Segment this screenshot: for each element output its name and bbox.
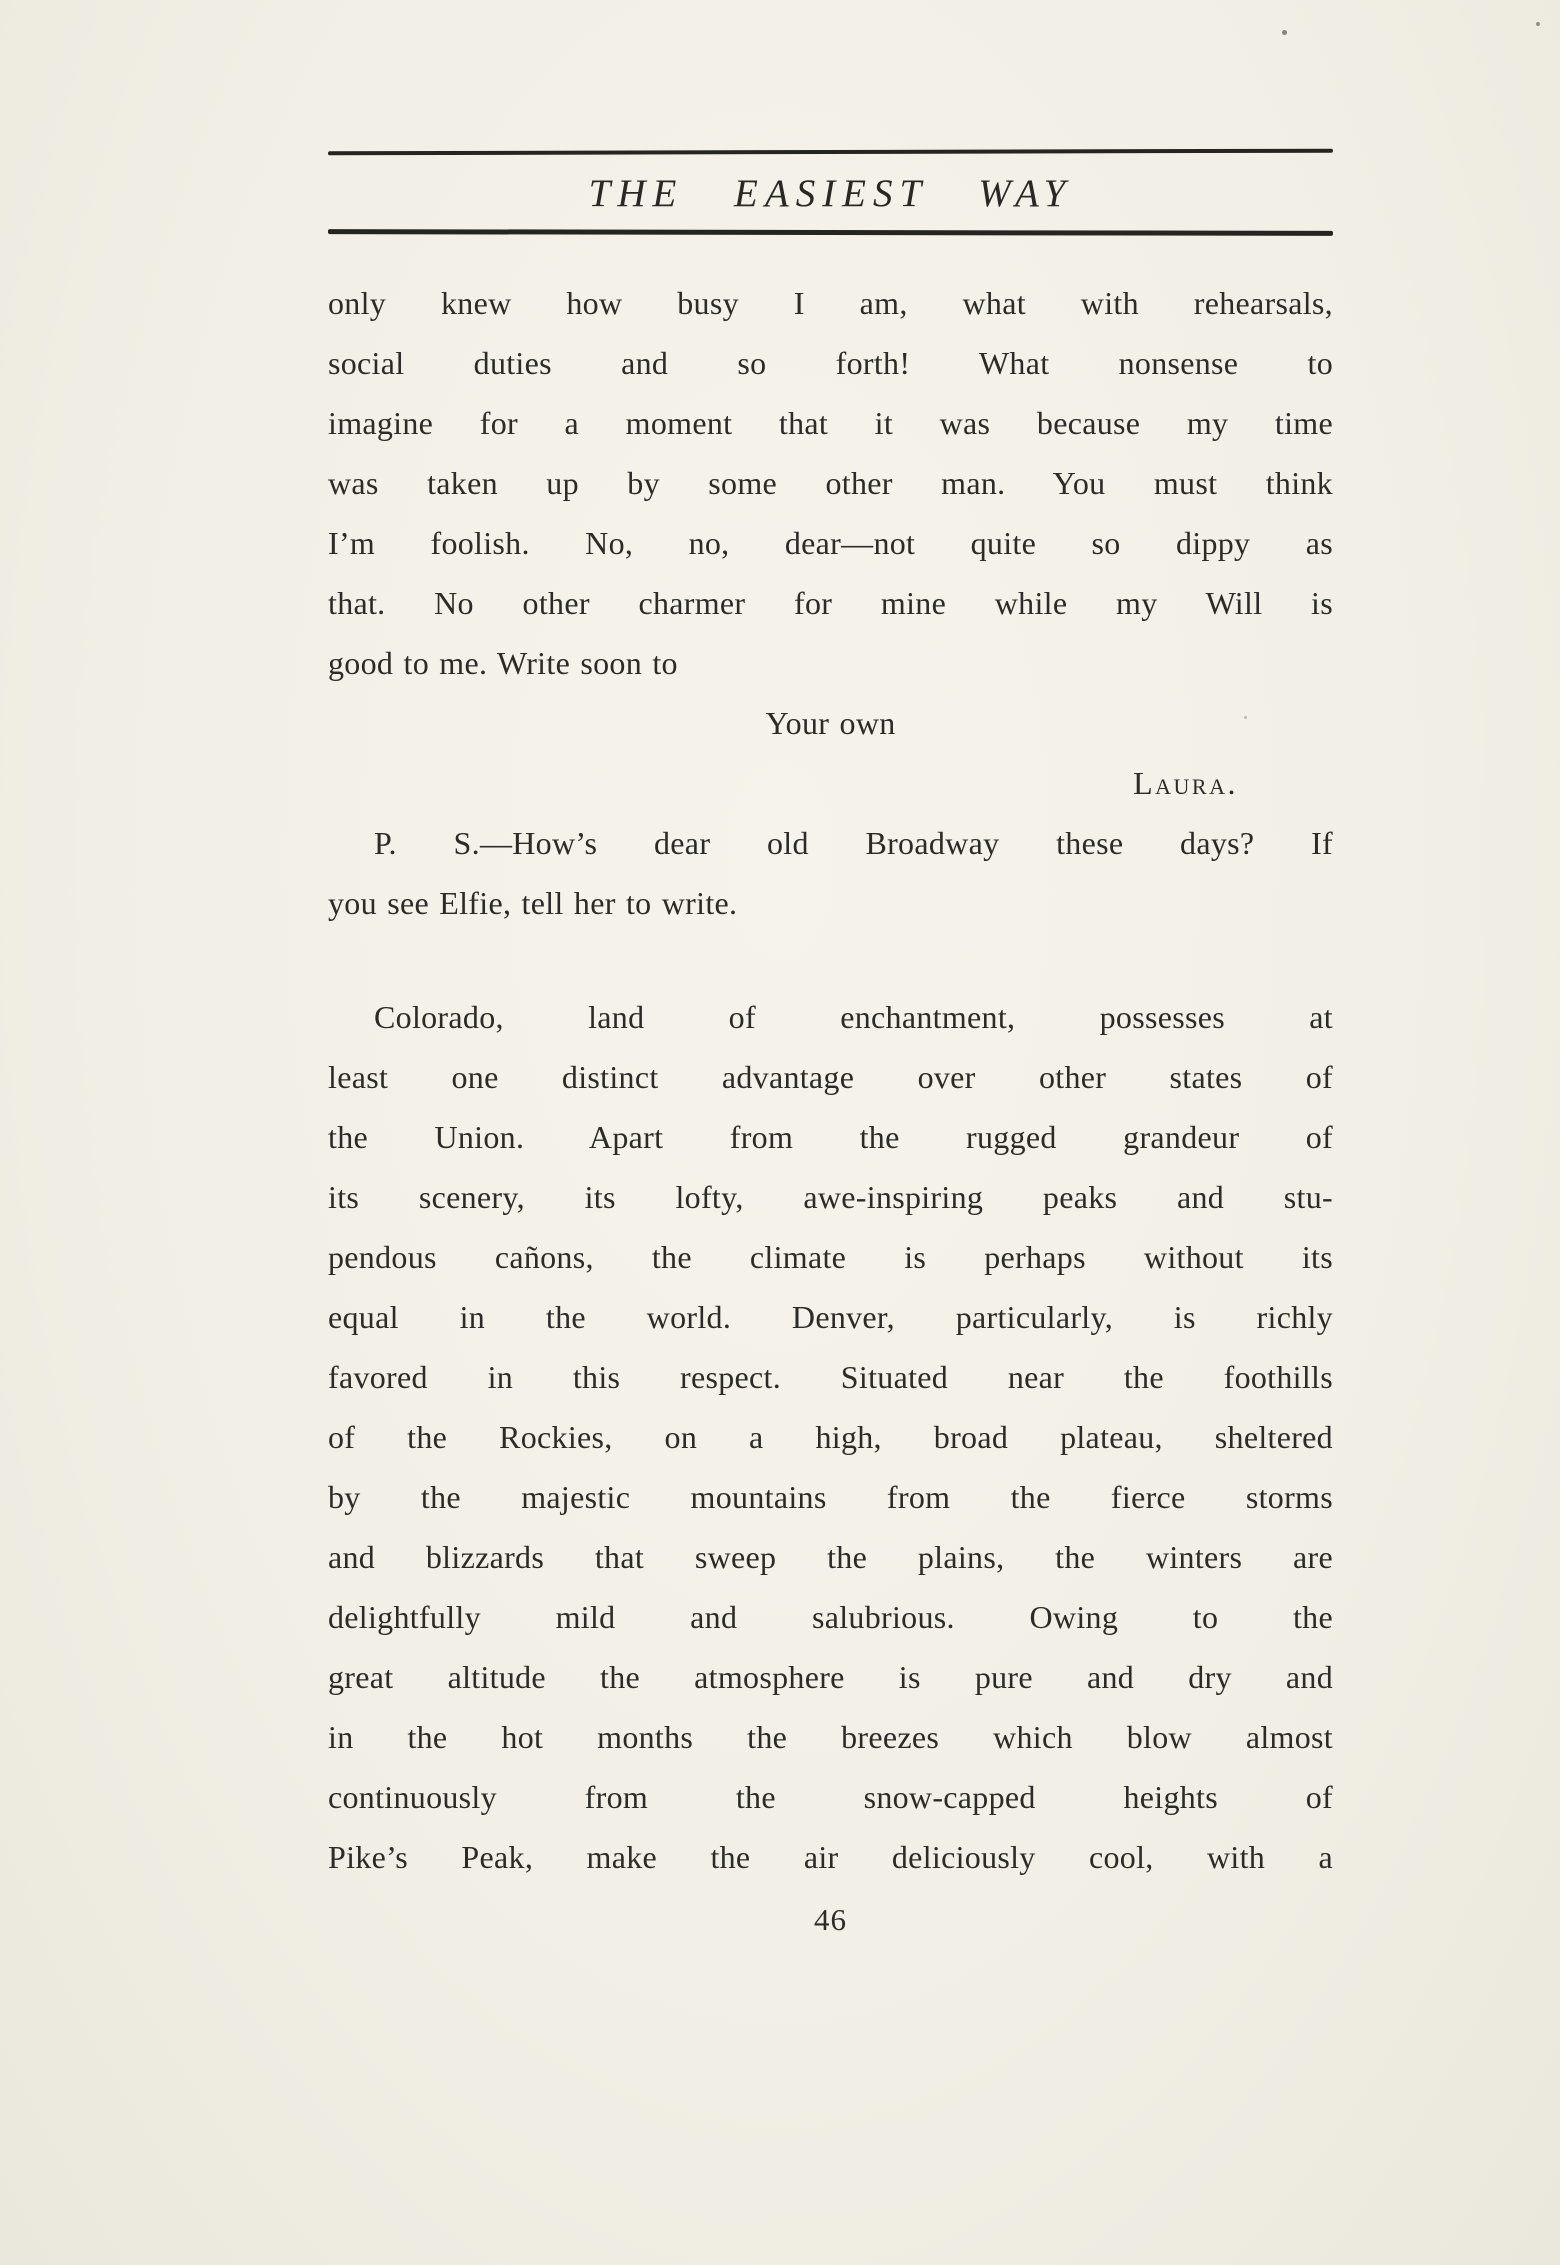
scan-artifact — [1282, 30, 1287, 35]
scan-artifact — [1536, 22, 1540, 26]
running-head-title: THE EASIEST WAY — [588, 172, 1073, 215]
text-line: and blizzards that sweep the plains, the winters are — [328, 1539, 1333, 1575]
letter-signature: Laura. — [1133, 765, 1238, 801]
text-line: in the hot months the breezes which blow almost — [328, 1719, 1333, 1755]
letter-postscript — [328, 813, 1333, 933]
text-line: good to me. Write soon to — [328, 645, 678, 681]
text-line: favored in this respect. Situated near the foothills — [328, 1359, 1333, 1395]
text-line: was taken up by some other man. You must think — [328, 465, 1333, 501]
text-line: only knew how busy I am, what with rehearsals, — [328, 285, 1333, 321]
header-rule-bottom — [328, 229, 1333, 236]
text-line: pendous cañons, the climate is perhaps without its — [328, 1239, 1333, 1275]
text-line: equal in the world. Denver, particularly, is richly — [328, 1299, 1333, 1335]
letter-signoff: Your own — [765, 705, 896, 741]
text-block — [328, 273, 1333, 1943]
text-line: the Union. Apart from the rugged grandeur of — [328, 1119, 1333, 1155]
text-line: continuously from the snow-capped heights of — [328, 1779, 1333, 1815]
text-line: I’m foolish. No, no, dear—not quite so dippy as — [328, 525, 1333, 561]
text-line: that. No other charmer for mine while my Will is — [328, 585, 1333, 621]
text-line: great altitude the atmosphere is pure and dry and — [328, 1659, 1333, 1695]
text-line: P. S.—How’s dear old Broadway these days? If — [374, 825, 1333, 861]
text-line: by the majestic mountains from the fierce storms — [328, 1479, 1333, 1515]
text-line: its scenery, its lofty, awe-inspiring peaks and stu- — [328, 1179, 1333, 1215]
text-line: Colorado, land of enchantment, possesses at — [374, 999, 1333, 1035]
page-number: 46 — [814, 1902, 847, 1937]
paragraph-colorado — [328, 987, 1333, 1887]
running-head — [328, 150, 1333, 235]
letter-body-paragraph — [328, 273, 1333, 693]
text-line: social duties and so forth! What nonsense to — [328, 345, 1333, 381]
text-line: Pike’s Peak, make the air deliciously cool, with a — [328, 1839, 1333, 1875]
text-column — [328, 150, 1333, 1943]
text-line: you see Elfie, tell her to write. — [328, 885, 738, 921]
text-line: of the Rockies, on a high, broad plateau, sheltered — [328, 1419, 1333, 1455]
text-line: delightfully mild and salubrious. Owing to the — [328, 1599, 1333, 1635]
text-line: least one distinct advantage over other states of — [328, 1059, 1333, 1095]
text-line: imagine for a moment that it was because my time — [328, 405, 1333, 441]
